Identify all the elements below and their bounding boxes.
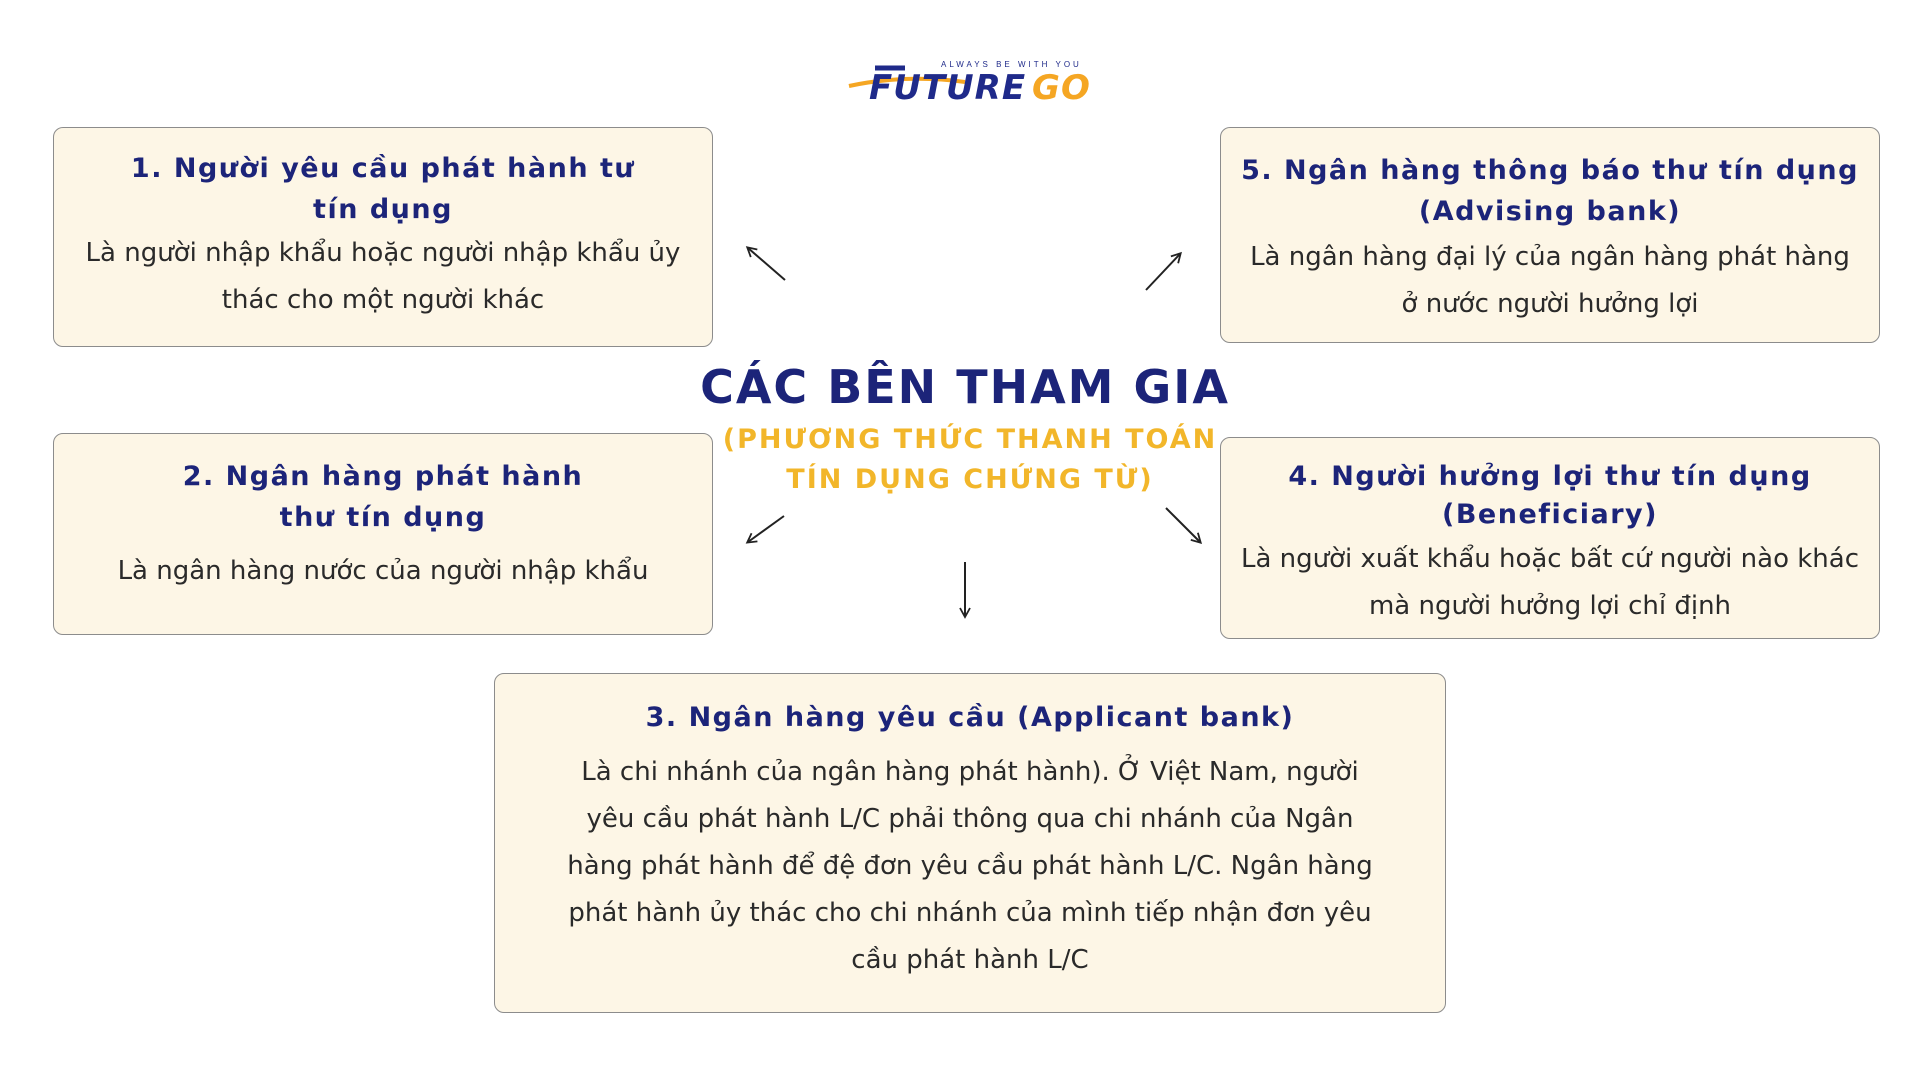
arrow-up-left-icon [748,248,785,280]
party-title: 3. Ngân hàng yêu cầu (Applicant bank) [645,702,1295,733]
logo-brand-accent: GO [1032,68,1091,108]
diagram-title: CÁC BÊN THAM GIA [700,360,1230,414]
logo-brand-main: FUTURE [869,68,1027,108]
party-description: Là người xuất khẩu hoặc bất cứ người nào khác mà người hưởng lợi chỉ định [1240,544,1860,621]
party-title: 4. Người hưởng lợi thư tín dụng (Beneficiary) [1288,461,1812,530]
logo-tagline: ALWAYS BE WITH YOU [941,60,1082,69]
party-description: Là ngân hàng nước của người nhập khẩu [117,556,649,586]
arrow-up-right-icon [1146,254,1180,290]
party-title: 2. Ngân hàng phát hành thư tín dụng [182,461,584,533]
party-title: 1. Người yêu cầu phát hành tư tín dụng [130,153,636,225]
diagram-subtitle: (PHƯƠNG THỨC THANH TOÁN TÍN DỤNG CHỨNG TỪ) [722,424,1218,495]
party-description: Là chi nhánh của ngân hàng phát hành). Ở Việt Nam, người yêu cầu phát hành L/C phải thông qua chi nhánh của Ngân hàng phát hành để đệ đơn yêu cầu phát hành L/C. Ngân hàng phát hành ủy thác cho chi nhánh của mình tiếp nhận đơn yêu cầu phát hành L/C [567,757,1373,975]
party-description: Là ngân hàng đại lý của ngân hàng phát hàng ở nước người hưởng lợi [1250,242,1850,319]
party-title: 5. Ngân hàng thông báo thư tín dụng (Advising bank) [1241,155,1859,227]
arrow-down-left-icon [748,516,784,542]
party-description: Là người nhập khẩu hoặc người nhập khẩu ủy thác cho một người khác [85,238,681,315]
arrow-down-right-icon [1166,508,1200,542]
